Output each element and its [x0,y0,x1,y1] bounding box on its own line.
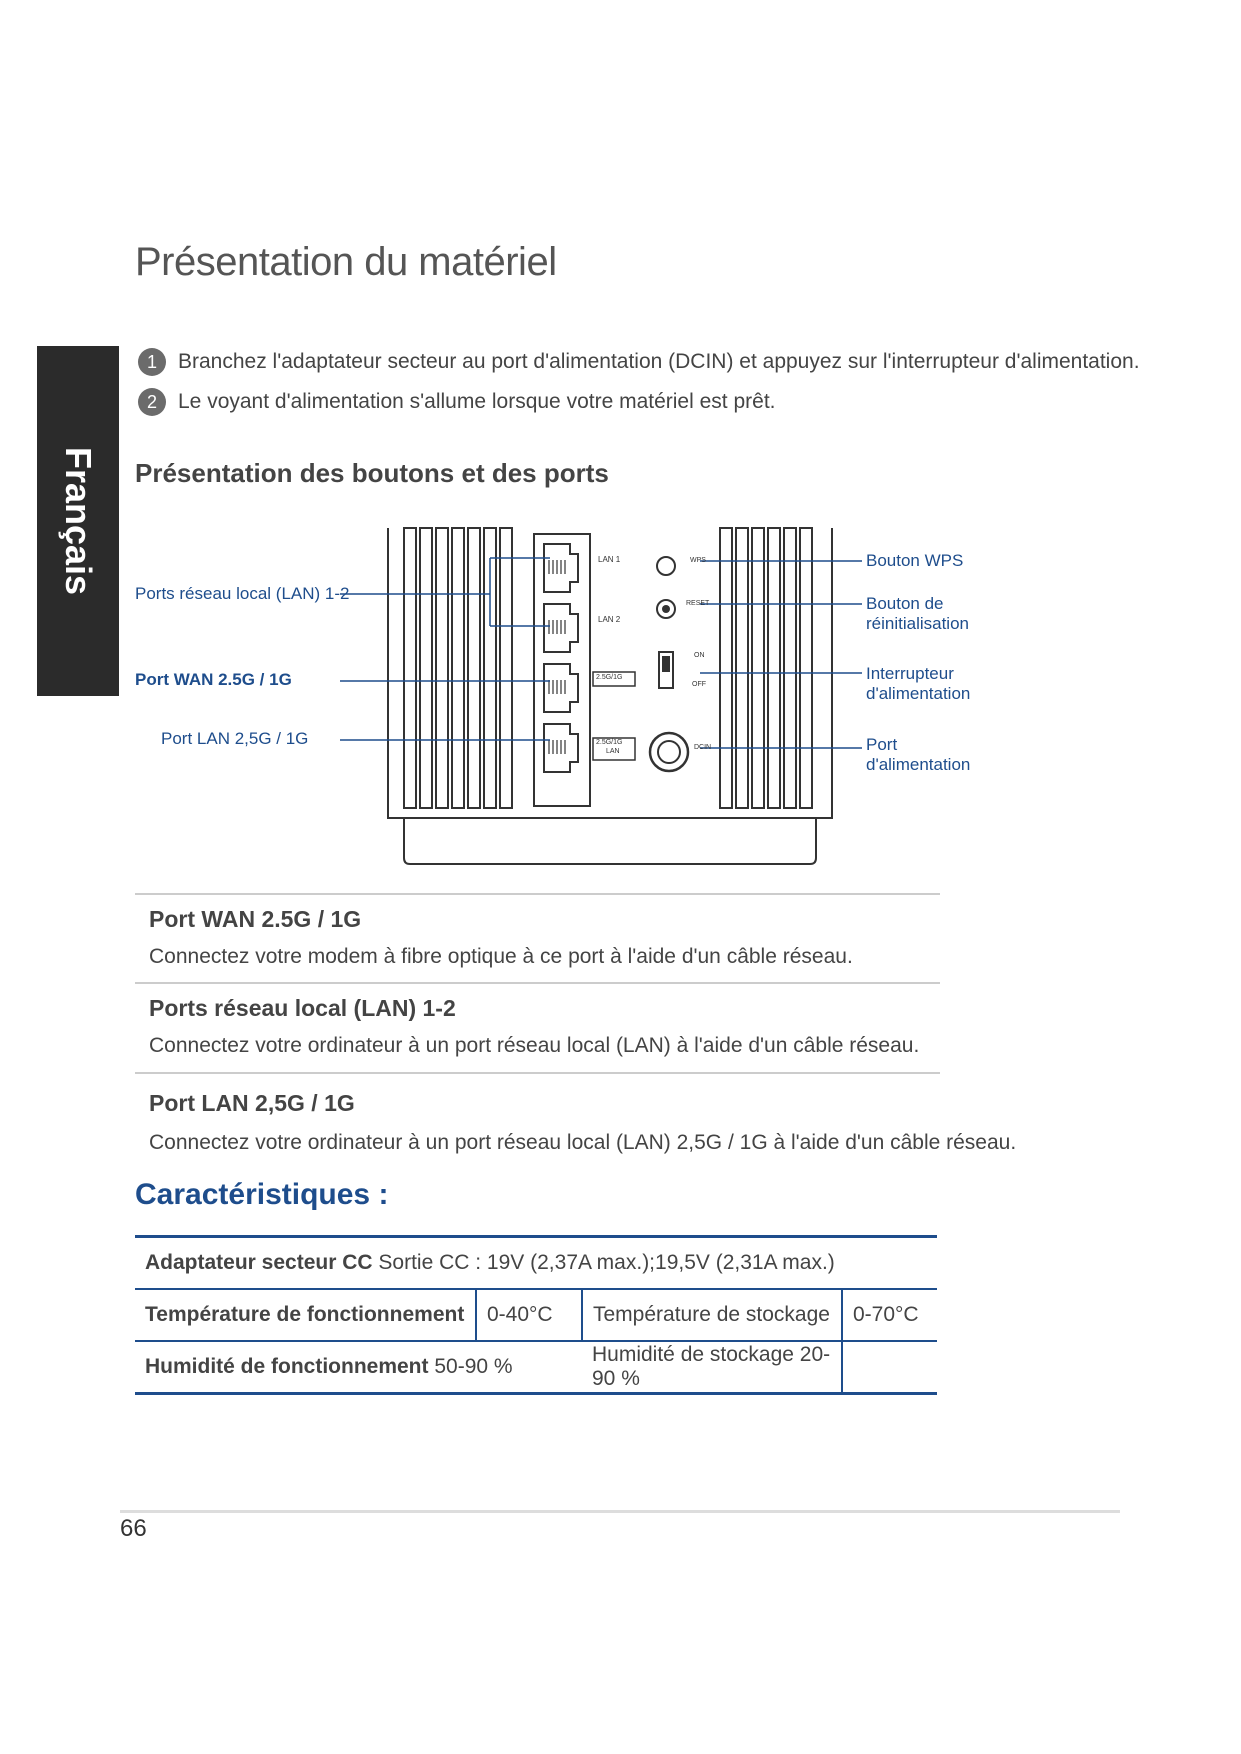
specs-table [135,1235,937,1395]
spec-label: Humidité de stockage [592,1343,794,1366]
spec-value: 50-90 % [434,1355,513,1378]
specs-cell [582,1341,842,1394]
dcin-port-inner [658,741,680,763]
dcin-device-label: DCIN [694,744,712,751]
port-title: Port WAN 2.5G / 1G [149,906,362,932]
label-lan25g-port: Port LAN 2,5G / 1G [161,729,309,748]
on-device-label: ON [694,652,705,659]
step-text: Branchez l'adaptateur secteur au port d'alimentation (DCIN) et appuyez sur l'interrupteur d'alimentation. [178,350,1140,373]
lan2-device-label: LAN 2 [598,615,621,624]
specs-row [135,1341,937,1394]
label-reset-1: Bouton de [866,594,944,613]
port-title: Ports réseau local (LAN) 1-2 [149,995,456,1021]
spec-value: Sortie CC : 19V (2,37A max.);19,5V (2,31A max.) [378,1251,835,1274]
divider [135,982,940,984]
wps-device-label: WPS [690,557,706,564]
label-lan-ports: Ports réseau local (LAN) 1-2 [135,584,350,603]
spec-label: Température de stockage [593,1303,830,1326]
specs-cell [842,1341,937,1394]
specs-cell [135,1289,476,1341]
wan-device-label: 2.5G/1G [596,674,623,681]
specs-row [135,1289,937,1341]
wps-button-shape [657,557,675,575]
port-desc: Connectez votre ordinateur à un port réseau local (LAN) 2,5G / 1G à l'aide d'un câble réseau. [149,1131,1017,1154]
spec-label: Température de fonctionnement [145,1303,465,1326]
label-reset-2: réinitialisation [866,614,969,633]
label-wan-port: Port WAN 2.5G / 1G [135,670,292,689]
section-title: Présentation des boutons et des ports [135,458,609,488]
reset-button-inner [662,605,670,613]
step-text: Le voyant d'alimentation s'allume lorsque votre matériel est prêt. [178,390,776,413]
divider [135,1072,940,1074]
page-number: 66 [120,1515,147,1542]
specs-cell [476,1289,582,1341]
spec-label: Humidité de fonctionnement [145,1355,429,1378]
off-device-label: OFF [692,681,706,688]
lan1-device-label: LAN 1 [598,555,621,564]
label-power-port-2: d'alimentation [866,755,971,774]
page-title: Présentation du matériel [135,240,557,284]
label-power-switch-1: Interrupteur [866,664,954,683]
divider [135,893,940,895]
port-title: Port LAN 2,5G / 1G [149,1090,355,1116]
footer-divider [120,1510,1120,1513]
port-desc: Connectez votre ordinateur à un port réseau local (LAN) à l'aide d'un câble réseau. [149,1034,920,1057]
specs-row [135,1237,937,1290]
specs-cell [135,1341,582,1394]
port-desc: Connectez votre modem à fibre optique à ce port à l'aide d'un câble réseau. [149,945,853,968]
step-number: 1 [138,348,166,376]
lan25g-device-label: 2.5G/1G [596,739,623,746]
label-power-port-1: Port [866,735,898,754]
language-tab-label: Français [58,446,99,596]
label-power-switch-2: d'alimentation [866,684,971,703]
spec-label: Adaptateur secteur CC [145,1251,373,1274]
device-base [404,818,816,864]
spec-value: 0-70°C [853,1303,919,1326]
specs-title: Caractéristiques : [135,1178,389,1211]
spec-value: 0-40°C [487,1303,553,1326]
lan25g-device-label-2: LAN [606,748,620,755]
step-number: 2 [138,388,166,416]
reset-device-label: RESET [686,600,710,607]
specs-cell [842,1289,937,1341]
spec-value: 20-90 % [592,1343,831,1390]
specs-cell [582,1289,842,1341]
label-wps: Bouton WPS [866,551,964,570]
specs-cell [135,1237,937,1290]
